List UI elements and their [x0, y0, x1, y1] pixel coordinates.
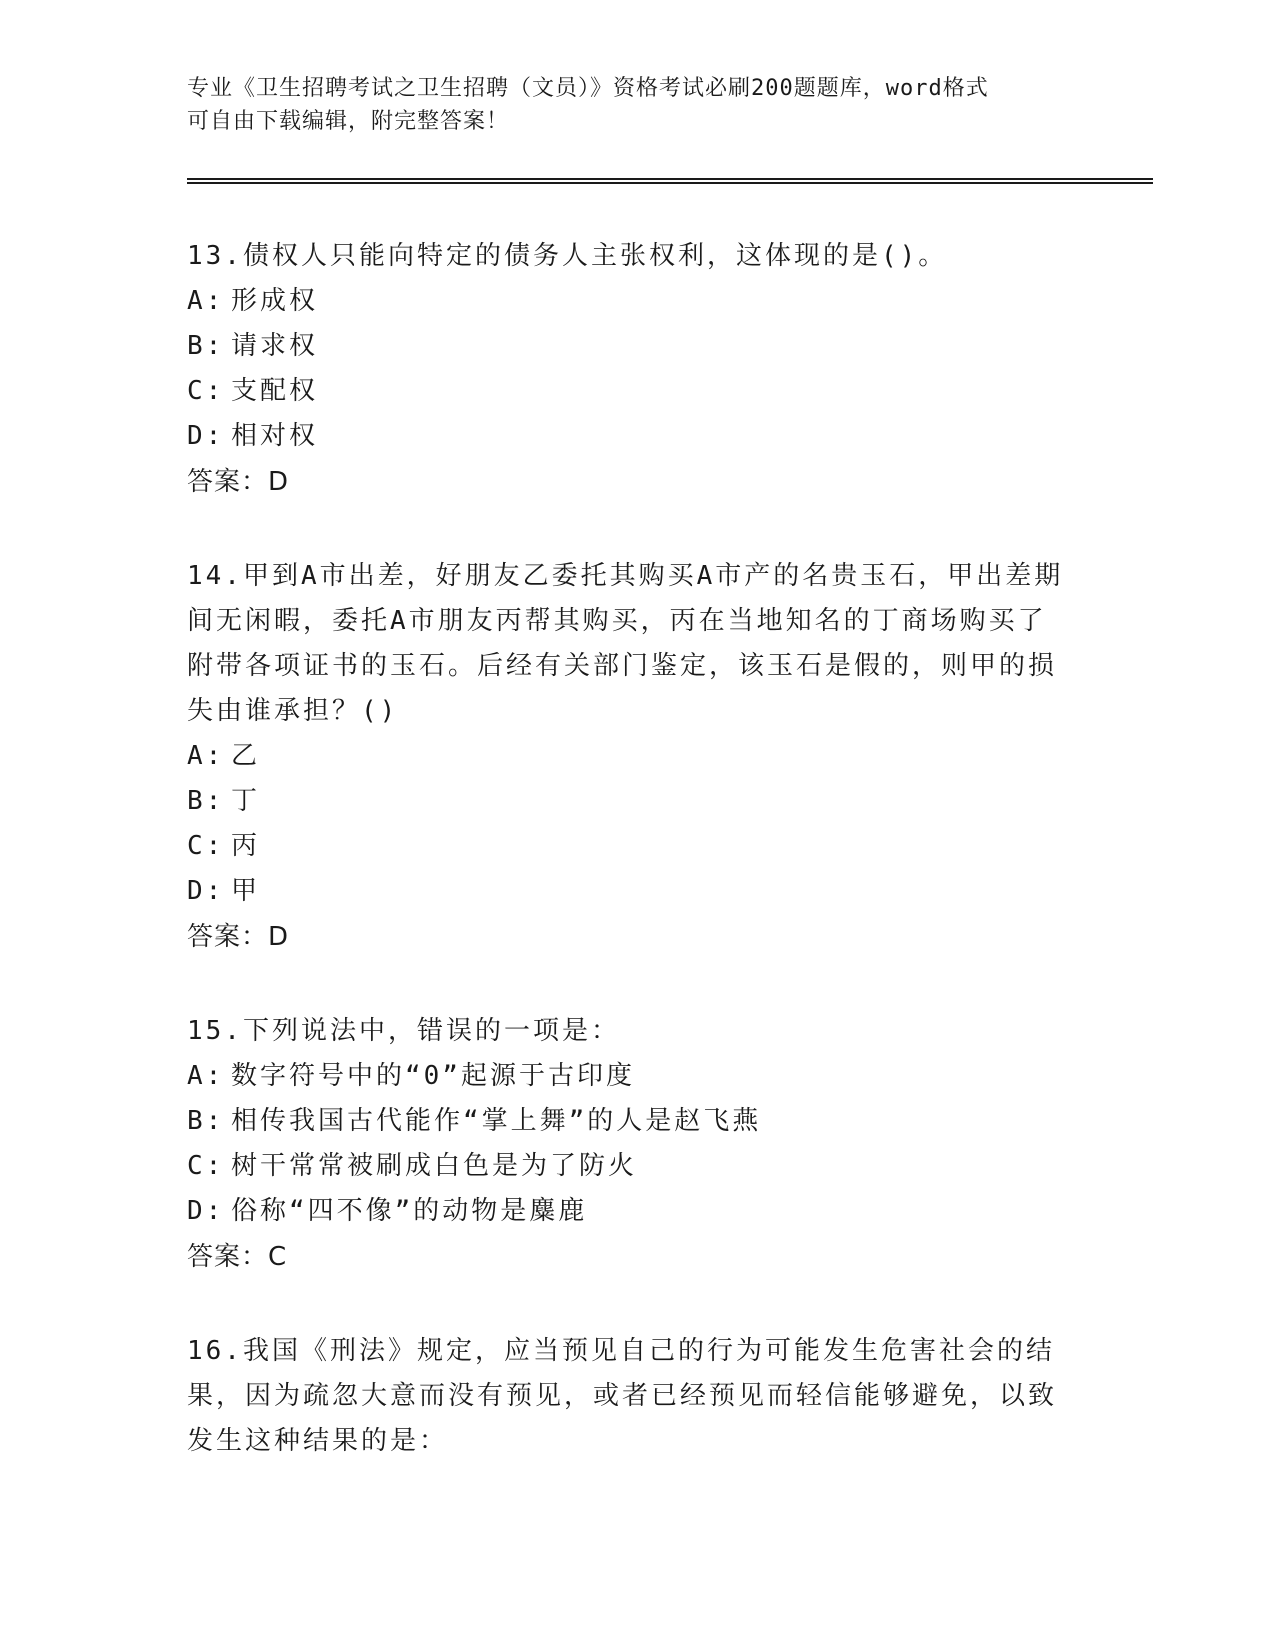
question-stem: 13.债权人只能向特定的债务人主张权利，这体现的是()。 [187, 241, 948, 271]
question-13 [187, 234, 1087, 506]
answer-line: 答案：D [187, 467, 290, 497]
answer-line: 答案：D [187, 922, 290, 952]
header-line-1: 专业《卫生招聘考试之卫生招聘（文员）》资格考试必刷200题题库，word格式 [187, 76, 989, 101]
header-line-2: 可自由下载编辑，附完整答案！ [187, 109, 510, 134]
question-list [187, 234, 1087, 1512]
option-text: 丁 [231, 786, 261, 816]
option-d [187, 1189, 1087, 1234]
question-stem: 16.我国《刑法》规定，应当预见自己的行为可能发生危害社会的结果，因为疏忽大意而没有预见，或者已经预见而轻信能够避免，以致发生这种结果的是： [187, 1336, 1058, 1456]
option-label: C: [187, 376, 225, 406]
option-d [187, 869, 1087, 914]
option-label: D: [187, 1196, 225, 1226]
question-stem: 14.甲到A市出差，好朋友乙委托其购买A市产的名贵玉石，甲出差期间无闲暇，委托A市朋友丙帮其购买，丙在当地知名的丁商场购买了附带各项证书的玉石。后经有关部门鉴定，该玉石是假的，则甲的损失由谁承担？() [187, 561, 1064, 726]
option-text: 形成权 [231, 286, 319, 316]
option-text: 数字符号中的“0”起源于古印度 [231, 1061, 635, 1091]
option-text: 丙 [231, 831, 261, 861]
option-b [187, 1099, 1087, 1144]
option-c [187, 1144, 1087, 1189]
option-c [187, 824, 1087, 869]
option-label: A: [187, 286, 225, 316]
question-15 [187, 1009, 1087, 1281]
question-stem: 15.下列说法中，错误的一项是： [187, 1016, 620, 1046]
option-c [187, 369, 1087, 414]
option-text: 支配权 [231, 376, 319, 406]
option-label: B: [187, 786, 225, 816]
header-divider [187, 178, 1153, 184]
option-d [187, 414, 1087, 459]
question-14 [187, 554, 1087, 961]
option-label: B: [187, 331, 225, 361]
answer-line: 答案：C [187, 1242, 288, 1272]
option-text: 树干常常被刷成白色是为了防火 [231, 1151, 638, 1181]
option-label: A: [187, 741, 225, 771]
option-a [187, 279, 1087, 324]
option-label: B: [187, 1106, 225, 1136]
question-16 [187, 1329, 1087, 1464]
document-header [187, 72, 1067, 138]
option-text: 请求权 [231, 331, 319, 361]
option-text: 相传我国古代能作“掌上舞”的人是赵飞燕 [231, 1106, 762, 1136]
option-text: 相对权 [231, 421, 319, 451]
option-label: C: [187, 1151, 225, 1181]
option-b [187, 779, 1087, 824]
option-text: 俗称“四不像”的动物是麋鹿 [231, 1196, 588, 1226]
option-a [187, 1054, 1087, 1099]
option-text: 甲 [231, 876, 261, 906]
option-label: D: [187, 876, 225, 906]
option-label: D: [187, 421, 225, 451]
option-b [187, 324, 1087, 369]
option-label: C: [187, 831, 225, 861]
option-label: A: [187, 1061, 225, 1091]
option-text: 乙 [231, 741, 261, 771]
option-a [187, 734, 1087, 779]
